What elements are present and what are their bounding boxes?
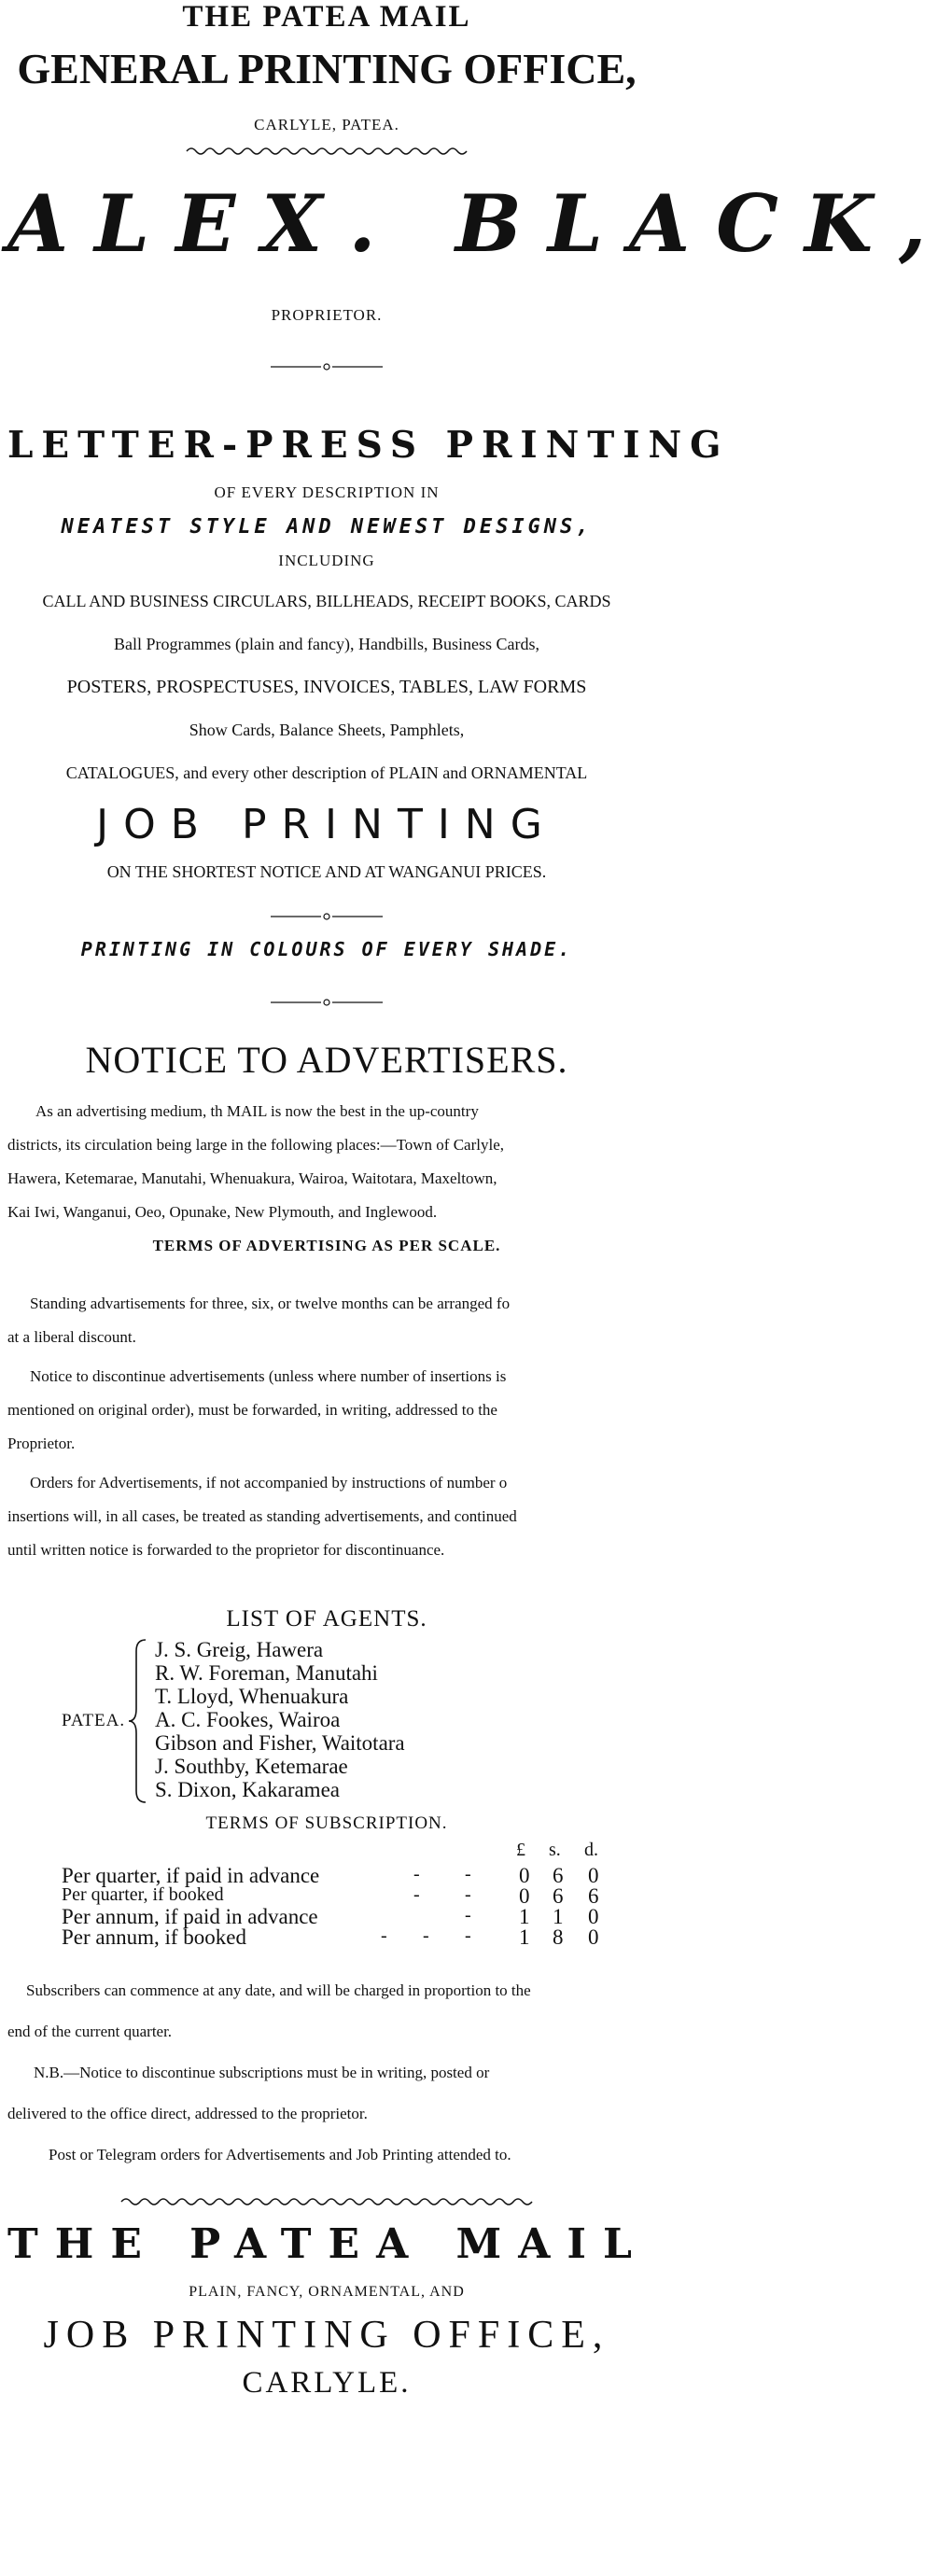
agent-item: A. C. Fookes, Wairoa <box>155 1708 341 1731</box>
office-address: CARLYLE, PATEA. <box>254 116 399 133</box>
agent-item: R. W. Foreman, Manutahi <box>155 1661 378 1685</box>
every-description: OF EVERY DESCRIPTION IN <box>214 483 440 501</box>
footer-carlyle: CARLYLE. <box>242 2366 412 2400</box>
fee-pounds: 1 <box>519 1905 530 1928</box>
proprietor-name: ALEX. BLACK, <box>7 177 952 270</box>
notice-p2-line-1: Standing advartisements for three, six, or twelve months can be arranged fo <box>30 1295 511 1312</box>
proprietor-label: PROPRIETOR. <box>271 306 383 324</box>
agent-list <box>155 1638 405 1801</box>
fee-dash: - <box>465 1884 471 1905</box>
fee-pounds: 0 <box>519 1884 530 1908</box>
fee-dash: - <box>465 1925 471 1946</box>
notice-paragraph-2 <box>7 1287 646 1567</box>
agent-item: S. Dixon, Kakaramea <box>155 1778 340 1801</box>
fee-shillings: 6 <box>553 1884 564 1908</box>
fee-dash: - <box>413 1864 420 1884</box>
wavy-rule-divider <box>121 2196 532 2207</box>
footer-title: THE PATEA MAIL <box>7 2220 649 2268</box>
ornamental-rule <box>271 912 383 921</box>
patea-label: PATEA. <box>62 1711 126 1730</box>
fee-row-label: Per annum, if paid in advance <box>62 1905 318 1928</box>
including-label: INCLUDING <box>278 552 375 569</box>
notice-p1-line-1: As an advertising medium, th MAIL is now the best in the up-country <box>35 1102 479 1120</box>
footer-job-printing-office: JOB PRINTING OFFICE, <box>43 2314 610 2357</box>
notice-p3-line-3: Proprietor. <box>7 1435 76 1452</box>
subscription-title: TERMS OF SUBSCRIPTION. <box>205 1813 448 1833</box>
fee-row-label: Per annum, if booked <box>62 1925 247 1949</box>
fee-dash: - <box>465 1864 471 1884</box>
fee-shillings: 6 <box>553 1864 564 1887</box>
subscription-notes <box>7 1970 646 2176</box>
ornamental-rule <box>271 998 383 1007</box>
agents-title: LIST OF AGENTS. <box>226 1606 427 1631</box>
printing-list-line-4: Show Cards, Balance Sheets, Pamphlets, <box>189 721 465 739</box>
fee-pounds: 1 <box>519 1925 530 1949</box>
notice-p4-line-1: Orders for Advertisements, if not accompanied by instructions of number o <box>30 1474 508 1491</box>
fee-pence: 0 <box>588 1925 599 1949</box>
fee-shillings: 8 <box>553 1925 564 1949</box>
notice-p1-line-4: Kai Iwi, Wanganui, Oeo, Opunake, New Plymouth, and Inglewood. <box>7 1203 438 1221</box>
fee-pence: 0 <box>588 1905 599 1928</box>
printing-list-line-3: POSTERS, PROSPECTUSES, INVOICES, TABLES, LAW FORMS <box>66 677 587 697</box>
subs-note-2-line-1: N.B.—Notice to discontinue subscriptions must be in writing, posted or <box>34 2064 490 2081</box>
fee-pence: 0 <box>588 1864 599 1887</box>
subs-note-1-line-2: end of the current quarter. <box>7 2023 173 2040</box>
fee-dash: - <box>413 1884 420 1905</box>
shortest-notice-line: ON THE SHORTEST NOTICE AND AT WANGANUI PRICES. <box>106 862 547 881</box>
fee-pence: 6 <box>588 1884 599 1908</box>
notice-p1-line-2: districts, its circulation being large in the following places:—Town of Carlyle, <box>7 1136 504 1154</box>
masthead-title: THE PATEA MAIL <box>182 0 471 34</box>
subs-note-1-line-1: Subscribers can commence at any date, and will be charged in proportion to the <box>26 1981 531 1999</box>
job-printing-heading: JOB PRINTING <box>96 801 557 848</box>
printing-list-line-2: Ball Programmes (plain and fancy), Handbills, Business Cards, <box>114 635 539 653</box>
shillings-header: s. <box>549 1840 561 1860</box>
printing-list-line-1: CALL AND BUSINESS CIRCULARS, BILLHEADS, RECEIPT BOOKS, CARDS <box>42 592 611 610</box>
agent-item: J. Southby, Ketemarae <box>155 1755 348 1778</box>
notice-p1-line-3: Hawera, Ketemarae, Manutahi, Whenuakura, Wairoa, Waitotara, Maxeltown, <box>7 1169 497 1187</box>
notice-p3-line-2: mentioned on original order), must be forwarded, in writing, addressed to the <box>7 1401 497 1419</box>
fee-pounds: 0 <box>519 1864 530 1887</box>
notice-paragraph-1 <box>7 1095 646 1229</box>
fee-shillings: 1 <box>553 1905 564 1928</box>
fee-dash: - <box>465 1905 471 1925</box>
footer-plain-line: PLAIN, FANCY, ORNAMENTAL, AND <box>189 2284 465 2300</box>
wavy-rule-divider <box>187 146 467 157</box>
fee-row-label: Per quarter, if paid in advance <box>62 1864 320 1887</box>
printing-list-line-5: CATALOGUES, and every other description of PLAIN and ORNAMENTAL <box>65 763 588 782</box>
colours-line: PRINTING IN COLOURS OF EVERY SHADE. <box>80 938 573 960</box>
notice-p2-line-2: at a liberal discount. <box>7 1328 136 1346</box>
agents-block <box>7 1638 646 1806</box>
fee-row-label: Per quarter, if booked <box>62 1884 224 1905</box>
subs-note-3: Post or Telegram orders for Advertisements and Job Printing attended to. <box>49 2146 511 2163</box>
notice-p3-line-1: Notice to discontinue advertisements (unless where number of insertions is <box>30 1367 507 1385</box>
office-title: GENERAL PRINTING OFFICE, <box>17 45 637 92</box>
notice-p4-line-2: insertions will, in all cases, be treated as standing advertisements, and continued <box>7 1507 517 1525</box>
ornamental-rule <box>271 362 383 371</box>
pence-header: d. <box>584 1840 598 1860</box>
fee-dash: - <box>423 1925 429 1946</box>
pounds-header: £ <box>516 1840 525 1860</box>
agent-item: J. S. Greig, Hawera <box>155 1638 324 1661</box>
notice-p4-line-3: until written notice is forwarded to the proprietor for discontinuance. <box>7 1541 445 1559</box>
letterpress-heading: LETTER-PRESS PRINTING <box>7 424 730 467</box>
notice-heading: NOTICE TO ADVERTISERS. <box>85 1039 568 1081</box>
subscription-table <box>7 1834 646 1948</box>
agent-item: Gibson and Fisher, Waitotara <box>155 1731 405 1755</box>
neatest-style-line: NEATEST STYLE AND NEWEST DESIGNS, <box>61 515 593 539</box>
fee-dash: - <box>381 1925 387 1946</box>
subs-note-2-line-2: delivered to the office direct, addressed to the proprietor. <box>7 2105 368 2122</box>
brace-icon <box>127 1638 149 1804</box>
terms-of-advertising: TERMS OF ADVERTISING AS PER SCALE. <box>152 1237 501 1254</box>
agent-item: T. Lloyd, Whenuakura <box>155 1685 349 1708</box>
